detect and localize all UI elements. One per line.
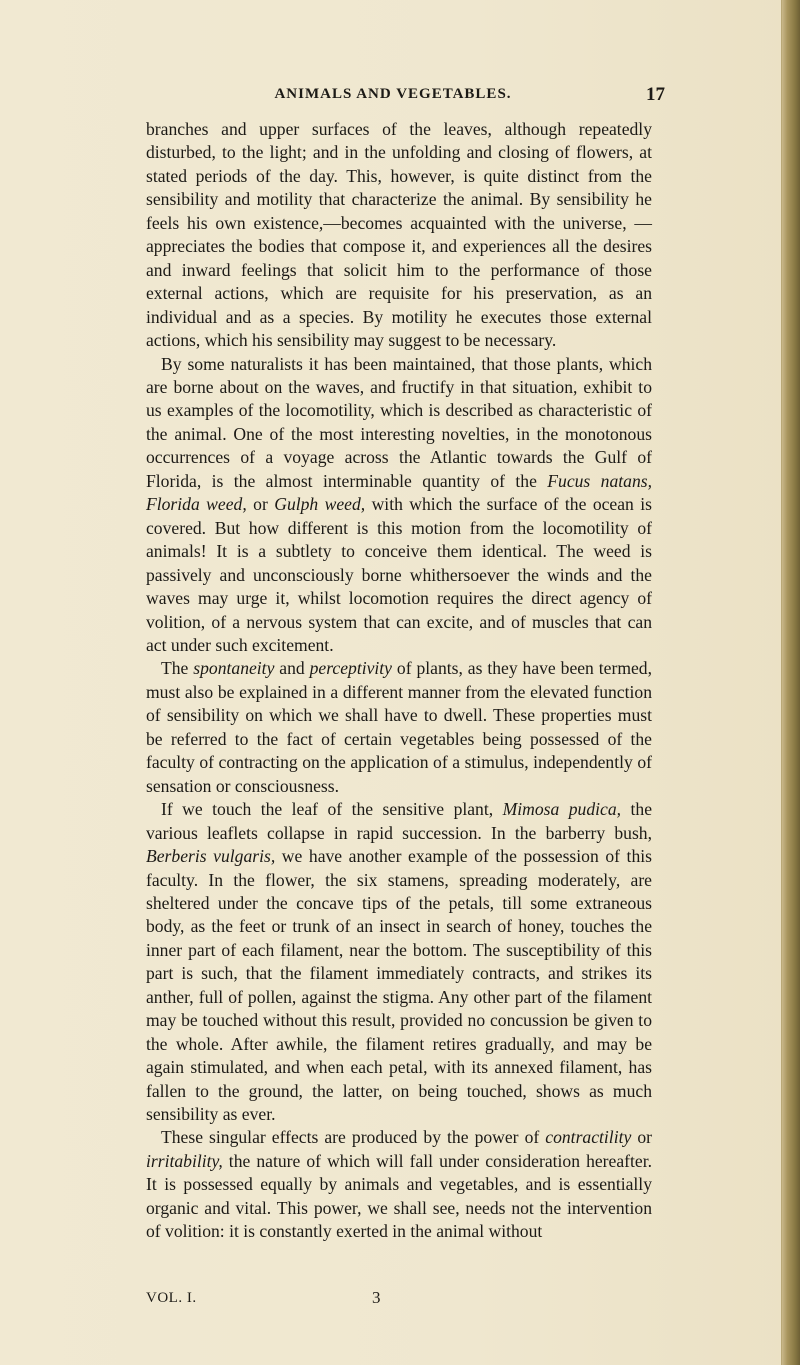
italic-text: Mimosa pudica,	[502, 799, 622, 820]
page-header	[0, 84, 786, 110]
signature-mark: 3	[372, 1288, 381, 1307]
paragraph	[146, 1126, 652, 1243]
text-run: we have another example of the possession of this faculty. In the flower, the six stamens, spreading moderately, are sheltered under the concave tips of the petals, till some extraneous body, as the feet or trunk of an insect in search of honey, touches the inner part of each filament, near the bottom. The susceptibility of this part is such, that the filament immediately contracts, and strikes its anther, full of pollen, against the stigma. Any other part of the filament may be touched without this result, provided no concussion be given to the whole. After awhile, the filament retires gradually, and may be again stimulated, and when each petal, with its annexed filament, has fallen to the ground, the latter, on being touched, shows as much sensibility as ever.	[146, 846, 652, 1125]
text-run: By some naturalists it has been maintained, that those plants, which are borne about on the waves, and fructify in that situation, exhibit to us examples of the locomotility, which is described as characteristic of the animal. One of the most interesting novelties, in the monotonous occurrences of a voyage across the Atlantic towards the Gulf of Florida, is the almost interminable quantity of the	[146, 353, 652, 491]
italic-text: Gulph weed,	[274, 494, 366, 515]
italic-text: perceptivity	[309, 658, 392, 679]
text-run: with which the surface of the ocean is covered. But how different is this motion from the locomotility of animals! It is a subtlety to conceive them identical. The weed is passively and unconsciously borne whithersoever the winds and the waves may urge it, whilst locomotion requires the direct agency of volition, of a nervous system that can excite, and of muscles that can act under such excitement.	[146, 494, 652, 655]
italic-text: Fucus natans, Florida weed,	[146, 470, 652, 515]
page-edge	[781, 0, 800, 1365]
italic-text: contractility	[545, 1127, 632, 1148]
text-run: or	[246, 494, 275, 515]
text-run: The	[161, 658, 194, 679]
page-number: 17	[646, 84, 665, 105]
body-text	[146, 118, 652, 1244]
running-head: ANIMALS AND VEGETABLES.	[274, 86, 512, 102]
paragraph	[146, 798, 652, 1126]
text-run: These singular effects are produced by the power of	[161, 1127, 546, 1148]
italic-text: irritability,	[146, 1150, 223, 1171]
page-footer	[146, 1290, 652, 1312]
italic-text: Berberis vulgaris,	[146, 846, 276, 867]
text-run: the various leaflets collapse in rapid succession. In the barberry bush,	[146, 799, 652, 843]
text-run: the nature of which will fall under consideration hereafter. It is possessed equally by animals and vegetables, and is essentially organic and vital. This power, we shall see, needs not the intervention of volition: it is constantly exerted in the animal without	[146, 1150, 652, 1242]
text-run: and	[274, 658, 310, 679]
text-run: branches and upper surfaces of the leaves, although repeatedly disturbed, to the light; and in the unfolding and closing of flowers, at stated periods of the day. This, however, is quite distinct from the sensibility and motility that characterize the animal. By sensibility he feels his own existence,—becomes acquainted with the universe, —appreciates the bodies that compose it, and experiences all the desires and inward feelings that solicit him to the performance of those external actions, which are requisite for his preservation, as an individual and as a species. By motility he executes those external actions, which his sensibility may suggest to be necessary.	[146, 119, 652, 351]
paragraph	[146, 657, 652, 798]
paragraph	[146, 118, 652, 353]
text-run: of plants, as they have been termed, must also be explained in a different manner from the elevated function of sensibility on which we shall have to dwell. These properties must be referred to the fact of certain vegetables being possessed of the faculty of contracting on the application of a stimulus, independently of sensation or consciousness.	[146, 658, 653, 796]
text-run: or	[631, 1127, 652, 1148]
italic-text: spontaneity	[193, 658, 275, 679]
volume-label: VOL. I.	[146, 1290, 197, 1306]
paragraph	[146, 353, 652, 658]
text-run: If we touch the leaf of the sensitive plant,	[161, 799, 503, 820]
